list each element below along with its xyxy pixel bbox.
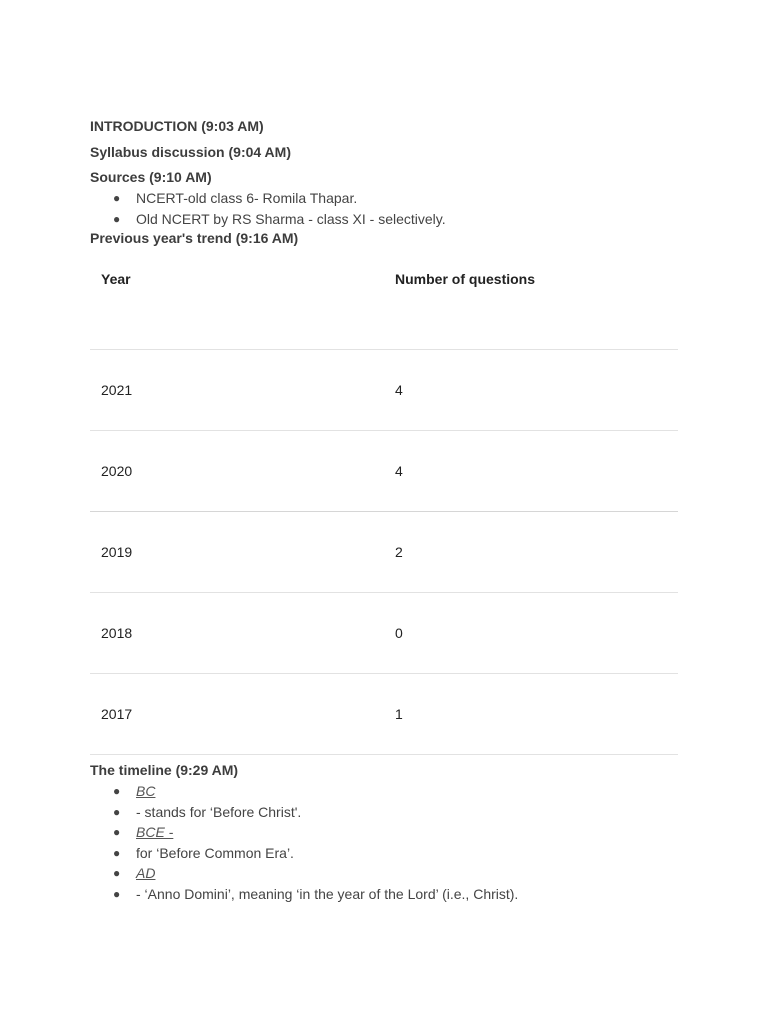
bullet-icon: ● [113, 825, 121, 839]
list-item-text: for ‘Before Common Era’. [136, 844, 294, 861]
cell-question-count: 1 [384, 674, 678, 755]
list-item-text: - stands for ‘Before Christ'. [136, 803, 302, 820]
heading-sources: Sources (9:10 AM) [90, 169, 212, 185]
column-header-year: Year [90, 270, 384, 350]
bullet-icon: ● [113, 191, 121, 205]
heading-introduction: INTRODUCTION (9:03 AM) [90, 118, 264, 134]
list-item [90, 781, 678, 802]
table-row [90, 593, 678, 674]
bullet-icon: ● [113, 866, 121, 880]
timeline-list [90, 781, 678, 904]
heading-previous-years-trend: Previous year's trend (9:16 AM) [90, 230, 299, 246]
bullet-icon: ● [113, 886, 121, 901]
list-item [90, 209, 678, 230]
heading-the-timeline: The timeline (9:29 AM) [90, 762, 239, 778]
cell-question-count: 4 [384, 431, 678, 512]
term-bce: BCE - [136, 824, 174, 840]
bullet-icon: ● [113, 845, 121, 860]
document-page [90, 117, 678, 904]
list-item-text: - ‘Anno Domini’, meaning ‘in the year of the Lord’ (i.e., Christ). [136, 885, 519, 902]
cell-question-count: 4 [384, 350, 678, 431]
list-item-text: Old NCERT by RS Sharma - class XI - selectively. [136, 210, 446, 227]
list-item [90, 863, 678, 884]
cell-question-count: 2 [384, 512, 678, 593]
list-item [90, 802, 678, 823]
list-item [90, 822, 678, 843]
table-row [90, 674, 678, 755]
list-item [90, 884, 678, 905]
heading-syllabus-discussion: Syllabus discussion (9:04 AM) [90, 144, 291, 160]
sources-list [90, 188, 678, 229]
table-row [90, 350, 678, 431]
cell-year: 2017 [90, 674, 384, 755]
table-header-row [90, 270, 678, 350]
cell-year: 2020 [90, 431, 384, 512]
table-row [90, 431, 678, 512]
table-row [90, 512, 678, 593]
bullet-icon: ● [113, 211, 121, 226]
cell-year: 2021 [90, 350, 384, 431]
bullet-icon: ● [113, 804, 121, 819]
term-ad: AD [136, 865, 156, 881]
bullet-icon: ● [113, 784, 121, 798]
list-item [90, 843, 678, 864]
cell-year: 2018 [90, 593, 384, 674]
trend-table [90, 270, 678, 755]
list-item-text: NCERT-old class 6- Romila Thapar. [136, 190, 358, 206]
cell-year: 2019 [90, 512, 384, 593]
column-header-number-of-questions: Number of questions [384, 270, 678, 350]
term-bc: BC [136, 783, 156, 799]
cell-question-count: 0 [384, 593, 678, 674]
list-item [90, 188, 678, 209]
